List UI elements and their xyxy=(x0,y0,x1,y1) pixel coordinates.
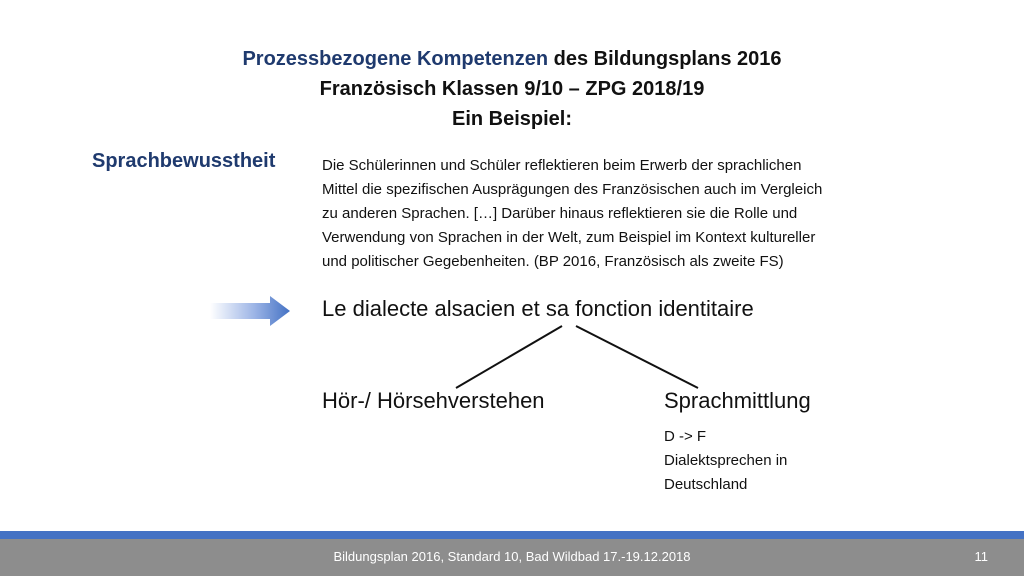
quote-line: und politischer Gegebenheiten. (BP 2016, Französisch als zweite FS) xyxy=(322,253,784,270)
curriculum-quote xyxy=(322,154,922,274)
arrow-right-icon xyxy=(210,296,290,326)
quote-line: zu anderen Sprachen. […] Darüber hinaus reflektieren sie die Rolle und xyxy=(322,205,798,222)
detail-item: Dialektsprechen in xyxy=(664,452,788,469)
title-line-1 xyxy=(0,44,1024,74)
slide-title xyxy=(0,44,1024,134)
footer-text: Bildungsplan 2016, Standard 10, Bad Wildbad 17.-19.12.2018 xyxy=(333,549,691,564)
footer-bar xyxy=(0,539,1024,576)
branch-listening: Hör-/ Hörsehverstehen xyxy=(322,388,545,413)
page-number: 11 xyxy=(974,549,988,564)
footer-rule xyxy=(0,531,1024,539)
detail-item: D -> F xyxy=(664,428,707,445)
quote-line: Verwendung von Sprachen in der Welt, zum Beispiel im Kontext kultureller xyxy=(322,229,816,246)
title-line-3: Ein Beispiel: xyxy=(451,108,573,130)
detail-item: Deutschland xyxy=(664,476,748,493)
quote-line: Die Schülerinnen und Schüler reflektieren beim Erwerb der sprachlichen xyxy=(322,157,802,174)
title-accent: Prozessbezogene Kompetenzen xyxy=(242,48,549,70)
quote-line: Mittel die spezifischen Ausprägungen des Französischen auch im Vergleich xyxy=(322,181,823,198)
branch-line-right xyxy=(576,326,698,388)
topic-heading: Le dialecte alsacien et sa fonction identitaire xyxy=(322,296,754,321)
mediation-details xyxy=(664,425,787,497)
branch-line-left xyxy=(456,326,562,388)
title-line-2: Französisch Klassen 9/10 – ZPG 2018/19 xyxy=(319,78,705,100)
title-rest: des Bildungsplans 2016 xyxy=(548,48,782,70)
branch-mediation: Sprachmittlung xyxy=(664,388,811,413)
section-label: Sprachbewusstheit xyxy=(92,150,276,172)
